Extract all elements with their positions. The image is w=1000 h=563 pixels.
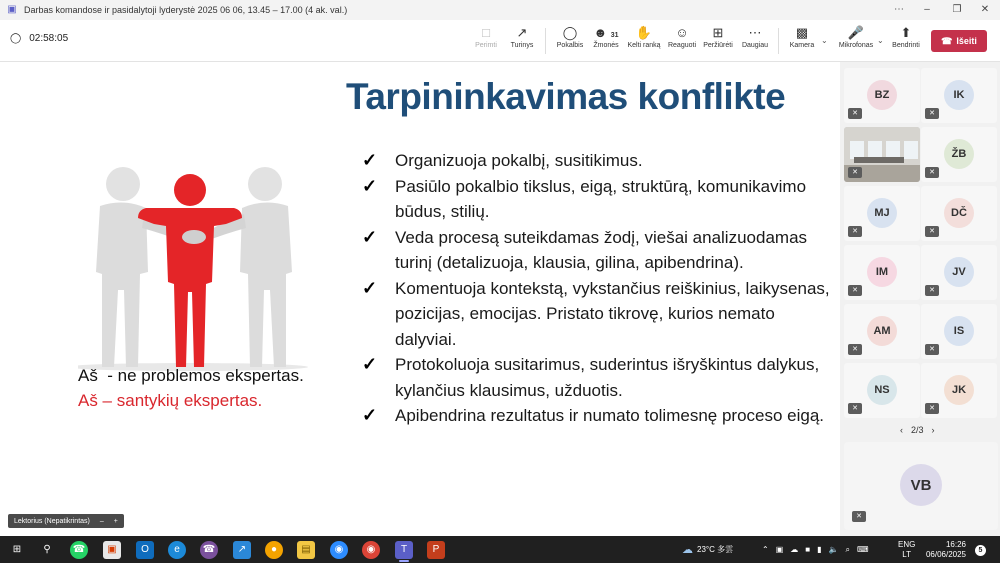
microphone-button[interactable]: 🎤 Mikrofonas (834, 24, 878, 49)
chevron-up-icon[interactable]: ⌃ (762, 545, 769, 554)
avatar: IS (944, 316, 974, 346)
participant-tile[interactable] (844, 186, 920, 241)
avatar: IK (944, 80, 974, 110)
participant-tile[interactable] (844, 68, 920, 123)
cloud-icon: ☁ (682, 544, 693, 556)
volume-icon[interactable]: 🔈 (828, 545, 839, 554)
avatar: MJ (867, 198, 897, 228)
view-icon: ⊞ (712, 25, 724, 40)
mic-muted-icon: ✕ (848, 108, 862, 119)
store-icon[interactable]: ▣ (103, 541, 121, 559)
mic-muted-icon: ✕ (852, 511, 866, 522)
search-icon[interactable]: ⚲ (43, 544, 51, 555)
raise-hand-icon: ✋ (635, 25, 653, 40)
whatsapp-icon[interactable]: ☎ (70, 541, 88, 559)
three-figures-illustration (78, 162, 328, 372)
language-indicator[interactable]: ENG LT (898, 539, 916, 559)
keyboard-icon[interactable]: ⌨ (856, 545, 869, 554)
file-explorer-icon[interactable]: ▤ (297, 541, 315, 559)
mic-muted-icon: ✕ (848, 285, 862, 296)
bullet-item: ✓ Apibendrina rezultatus ir numato tolimesnę proceso eigą. (362, 403, 832, 429)
chrome-icon[interactable]: ◉ (362, 541, 380, 559)
teams-icon: ▣ (7, 4, 17, 15)
mic-off-icon: 🎤 (847, 25, 865, 40)
slide-title: Tarpininkavimas konflikte (346, 76, 786, 117)
chevron-right-icon[interactable]: › (931, 425, 935, 435)
shared-slide (0, 62, 840, 536)
react-button[interactable]: ☺ Reaguoti (662, 24, 702, 49)
tray-app-icon[interactable]: ⌕ (845, 544, 850, 554)
raise-hand-button[interactable]: ✋ Kelti ranką (624, 24, 664, 49)
toolbar-divider (545, 28, 546, 54)
windows-taskbar (0, 536, 1000, 563)
avatar: JV (944, 257, 974, 287)
view-button[interactable]: ⊞ Peržiūrėti (698, 24, 738, 49)
participant-tile[interactable] (921, 127, 997, 182)
title-bar (0, 0, 1000, 20)
participant-tile[interactable] (921, 68, 997, 123)
file-transfer-icon[interactable]: ↗ (233, 541, 251, 559)
bullet-item: ✓ Pasiūlo pokalbio tikslus, eigą, struktūrą, komunikavimo būdus, stilių. (362, 174, 832, 225)
close-icon[interactable]: ✕ (980, 4, 990, 15)
react-icon: ☺ (675, 25, 689, 40)
meeting-timer (10, 33, 68, 44)
take-control-icon: □ (482, 25, 490, 40)
plus-icon[interactable]: + (113, 517, 118, 525)
more-icon: ⋯ (748, 25, 762, 40)
avatar: BZ (867, 80, 897, 110)
windows-start-icon[interactable]: ⊞ (12, 544, 22, 555)
chat-icon: ◯ (562, 25, 578, 40)
bullet-item: ✓ Organizuoja pokalbį, susitikimus. (362, 148, 832, 174)
chevron-left-icon[interactable]: ‹ (900, 425, 903, 435)
avatar: VB (900, 464, 942, 506)
more-options-icon[interactable]: ⋯ (894, 4, 904, 15)
people-icon: ☻ (593, 25, 608, 40)
mic-muted-icon: ✕ (848, 344, 862, 355)
mic-muted-icon: ✕ (848, 167, 862, 178)
leave-button[interactable]: ☎ Išeiti (931, 30, 987, 52)
caption-relations-expert: Aš – santykių ekspertas. (78, 391, 263, 410)
bullet-item: ✓ Komentuoja kontekstą, vykstančius reiškinius, laikysenas, pozicijas, emocijas. Pristato tikrovę, kurios nemato dalyviai. (362, 276, 832, 353)
avatar: JK (944, 375, 974, 405)
weather-widget[interactable]: ☁ 23°C 多雲 (682, 544, 734, 556)
mic-muted-icon: ✕ (925, 108, 939, 119)
camera-off-icon: ▩ (795, 25, 809, 40)
notification-badge[interactable]: 5 (975, 545, 986, 556)
avatar: AM (867, 316, 897, 346)
share-content-button[interactable]: ↗ Turinys (502, 24, 542, 49)
avatar: IM (867, 257, 897, 287)
clock[interactable]: 16:26 06/06/2025 (925, 539, 966, 559)
gallery-pager (900, 425, 935, 435)
tray-app-icon[interactable]: ☁ (790, 545, 799, 554)
camera-button[interactable]: ▩ Kamera (782, 24, 822, 49)
tray-app-icon[interactable]: ▣ (775, 545, 784, 554)
outlook-icon[interactable]: O (136, 541, 154, 559)
share-tray-button[interactable]: ⬆ Bendrinti (886, 24, 926, 49)
participant-tile[interactable] (921, 186, 997, 241)
people-count: 31 (610, 32, 619, 39)
toolbar-divider (778, 28, 779, 54)
battery-icon[interactable]: ▮ (817, 545, 822, 554)
avatar: DČ (944, 198, 974, 228)
zoom-icon[interactable]: ◉ (330, 541, 348, 559)
featured-participant-tile[interactable] (844, 442, 998, 530)
viber-icon[interactable]: ☎ (200, 541, 218, 559)
take-control-button[interactable]: □ Perimti (466, 24, 506, 49)
mic-muted-icon: ✕ (925, 344, 939, 355)
people-button[interactable]: ☻ 31 Žmonės (593, 25, 619, 49)
page-indicator: 2/3 (911, 425, 924, 435)
browser-icon[interactable]: ● (265, 541, 283, 559)
more-button[interactable]: ⋯ Daugiau (735, 24, 775, 49)
participant-tile[interactable] (921, 245, 997, 300)
participant-video-tile[interactable] (844, 127, 920, 182)
avatar: NS (867, 375, 897, 405)
maximize-icon[interactable]: ❐ (952, 4, 962, 15)
minimize-icon[interactable]: – (99, 517, 104, 525)
bullet-list (362, 148, 832, 429)
mic-muted-icon: ✕ (848, 403, 862, 414)
powerpoint-icon[interactable]: P (427, 541, 445, 559)
meeting-toolbar (0, 20, 1000, 62)
mic-muted-icon: ✕ (925, 403, 939, 414)
minimize-icon[interactable]: – (924, 4, 930, 15)
presenter-label[interactable]: Lektorius (Nepatikrintas) – + (8, 514, 124, 528)
mic-options-chevron-icon[interactable]: ⌄ (877, 36, 884, 45)
mic-muted-icon: ✕ (848, 226, 862, 237)
avatar: ŽB (944, 139, 974, 169)
mic-muted-icon: ✕ (925, 226, 939, 237)
participant-tile[interactable] (844, 363, 920, 418)
share-tray-icon: ⬆ (900, 25, 912, 40)
share-icon: ↗ (516, 25, 528, 40)
bullet-item: ✓ Protokoluoja susitarimus, suderintus išryškintus dalykus, kylančius klausimus, užduotis. (362, 352, 832, 403)
network-icon[interactable]: ■ (805, 545, 811, 554)
participant-tile[interactable] (844, 304, 920, 359)
caption-not-expert: Aš - ne problemos ekspertas. (78, 366, 304, 385)
bullet-item: ✓ Veda procesą suteikdamas žodį, viešai analizuodamas turinį (detalizuoja, klausia, gilina, apibendrina). (362, 225, 832, 276)
edge-icon[interactable]: e (168, 541, 186, 559)
mic-muted-icon: ✕ (925, 285, 939, 296)
chat-button[interactable]: ◯ Pokalbis (550, 24, 590, 49)
camera-options-chevron-icon[interactable]: ⌄ (821, 36, 828, 45)
participant-tile[interactable] (921, 304, 997, 359)
mic-muted-icon: ✕ (925, 167, 939, 178)
shield-icon: ◯ (10, 33, 22, 44)
window-title: Darbas komandose ir pasidalytoji lyderystė 2025 06 06, 13.45 – 17.00 (4 ak. val.) (24, 5, 348, 15)
teams-taskbar-icon[interactable]: T (395, 541, 413, 559)
system-tray-icons (762, 536, 869, 563)
timer-text: 02:58:05 (29, 33, 69, 44)
phone-hangup-icon: ☎ (941, 35, 953, 46)
participant-tile[interactable] (921, 363, 997, 418)
active-app-indicator (399, 560, 409, 562)
participant-tile[interactable] (844, 245, 920, 300)
